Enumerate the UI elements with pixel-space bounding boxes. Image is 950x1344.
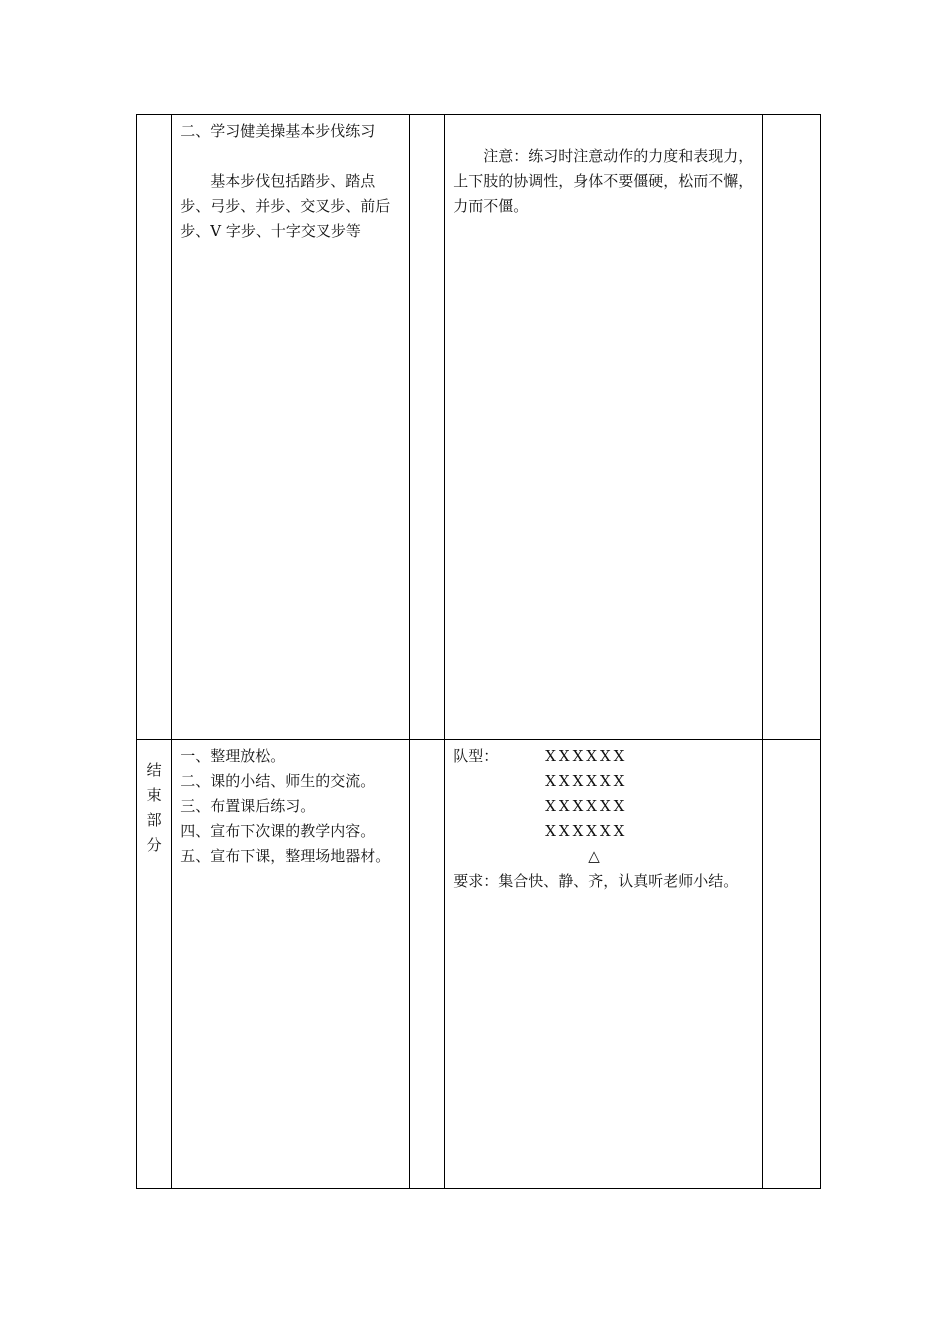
content-heading: 二、学习健美操基本步伐练习: [180, 122, 376, 140]
requirement-text: 要求：集合快、静、齐，认真听老师小结。: [453, 872, 739, 890]
formation-line: [453, 744, 755, 769]
list-item: 五、宣布下课，整理场地器材。: [180, 847, 391, 865]
remark-cell: [762, 115, 820, 740]
method-cell: [445, 115, 762, 740]
list-item: 一、整理放松。: [180, 747, 286, 765]
formation-row: XXXXXX: [545, 747, 628, 765]
method-note: 注意：练习时注意动作的力度和表现力，上下肢的协调性，身体不要僵硬，松而不懈，力而不僵。: [453, 147, 754, 215]
time-cell: [409, 740, 444, 1189]
content-cell: [172, 740, 410, 1189]
section-cell: [137, 740, 172, 1189]
list-item: 四、宣布下次课的教学内容。: [180, 822, 376, 840]
method-cell: [445, 740, 762, 1189]
formation-row: XXXXXX: [545, 822, 628, 840]
teacher-triangle-icon: △: [588, 847, 600, 865]
section-cell: [137, 115, 172, 740]
content-body: 基本步伐包括踏步、踏点步、弓步、并步、交叉步、前后步、V 字步、十字交叉步等: [180, 172, 391, 240]
formation-row: XXXXXX: [545, 772, 628, 790]
table-row: [137, 115, 821, 740]
section-label: 结 束 部 分: [146, 761, 162, 854]
formation-label: 队型：: [453, 747, 499, 765]
table-row: [137, 740, 821, 1189]
list-item: 二、课的小结、师生的交流。: [180, 772, 376, 790]
lesson-plan-table: [136, 114, 821, 1189]
time-cell: [409, 115, 444, 740]
list-item: 三、布置课后练习。: [180, 797, 316, 815]
remark-cell: [762, 740, 820, 1189]
formation-row: XXXXXX: [545, 797, 628, 815]
content-cell: [172, 115, 410, 740]
